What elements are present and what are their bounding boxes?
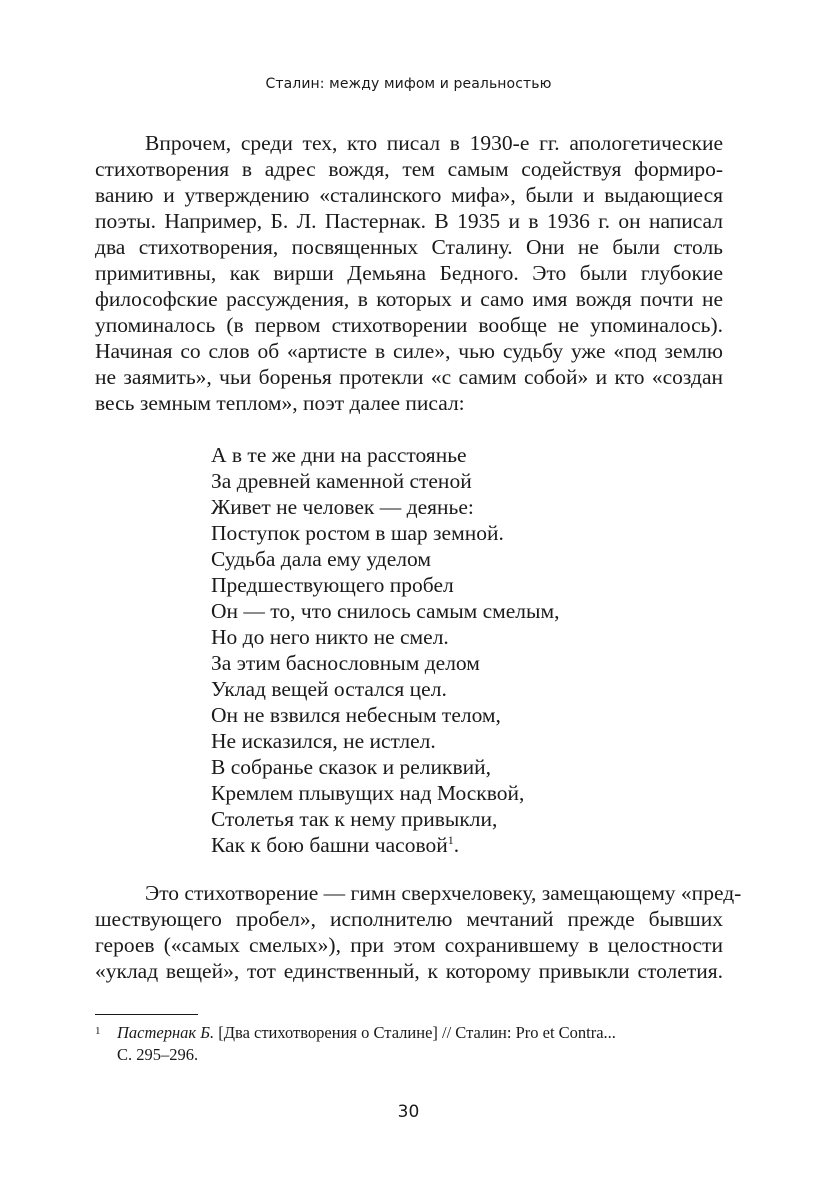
poem-verse: Он — то, что снилось самым смелым,	[211, 599, 560, 623]
footnote-line	[117, 1022, 723, 1044]
poem-verse: Кремлем плывущих над Москвой,	[211, 781, 525, 805]
poem-verse: Судьба дала ему уделом	[211, 547, 431, 571]
footnote-divider	[95, 1014, 198, 1015]
footnote-number: 1	[95, 1025, 101, 1037]
poem-verse: Но до него никто не смел.	[211, 625, 449, 649]
paragraph-2	[95, 880, 742, 984]
text-line: Впрочем, среди тех, кто писал в 1930-е гг. апологетические	[145, 131, 723, 155]
poem-verse: Столетья так к нему привыкли,	[211, 807, 498, 831]
footnote	[95, 1022, 723, 1066]
text-line: не заямить», чьи боренья протекли «с самим собой» и кто «создан	[95, 365, 723, 389]
poem-verse-last	[211, 832, 559, 858]
text-line: шествующего пробел», исполнителю мечтаний прежде бывших	[95, 907, 723, 931]
text-line: Это стихотворение — гимн сверхчеловеку, замещающему «пред-	[145, 881, 742, 905]
poem-verse: А в те же дни на расстоянье	[211, 443, 467, 467]
poem-verse: Поступок ростом в шар земной.	[211, 521, 504, 545]
poem-verse: За этим баснословным делом	[211, 651, 480, 675]
footnote-title: [Два стихотворения о Сталине] // Сталин: Pro et Contra...	[214, 1023, 616, 1042]
text-line: два стихотворения, посвященных Сталину. Они не были столь	[95, 235, 723, 259]
text-line: поэты. Например, Б. Л. Пастернак. В 1935 и в 1936 г. он написал	[95, 209, 723, 233]
text-line: героев («самых смелых»), при этом сохранившему в целостности	[95, 933, 723, 957]
paragraph-1	[95, 130, 723, 416]
poem-verse-text: Как к бою башни часовой	[211, 833, 448, 857]
poem-verse: Не исказился, не истлел.	[211, 729, 436, 753]
text-line: примитивны, как вирши Демьяна Бедного. Это были глубокие	[95, 261, 723, 285]
footnote-body	[117, 1022, 723, 1066]
poem-verse: За древней каменной стеной	[211, 469, 472, 493]
footnote-author: Пастернак Б.	[117, 1023, 215, 1042]
text-line: стихотворения в адрес вождя, тем самым содействуя формиро-	[95, 157, 723, 181]
poem-verse: Уклад вещей остался цел.	[211, 677, 447, 701]
poem-final-punctuation: .	[453, 833, 460, 857]
text-line: упоминалось (в первом стихотворении вообще не упоминалось).	[95, 313, 723, 337]
text-line: весь земным теплом», поэт далее писал:	[95, 391, 465, 415]
text-line: Начиная со слов об «артисте в силе», чью судьбу уже «под землю	[95, 339, 723, 363]
text-line: ванию и утверждению «сталинского мифа», были и выдающиеся	[95, 183, 723, 207]
text-line: «уклад вещей», тот единственный, к которому привыкли столетия.	[95, 959, 723, 983]
footnote-reference[interactable]: 1	[447, 833, 454, 847]
footnote-pages: С. 295–296.	[117, 1045, 199, 1064]
text-line: философские рассуждения, в которых и само имя вождя почти не	[95, 287, 723, 311]
poem-verse: Он не взвился небесным телом,	[211, 703, 501, 727]
running-title: Сталин: между мифом и реальностью	[265, 76, 552, 92]
poem-verse: Предшествующего пробел	[211, 573, 454, 597]
poem-verse: Живет не человек — деянье:	[211, 495, 474, 519]
poem-verse: В собранье сказок и реликвий,	[211, 755, 492, 779]
poem-quote	[211, 442, 559, 858]
page-number: 30	[397, 1102, 420, 1122]
